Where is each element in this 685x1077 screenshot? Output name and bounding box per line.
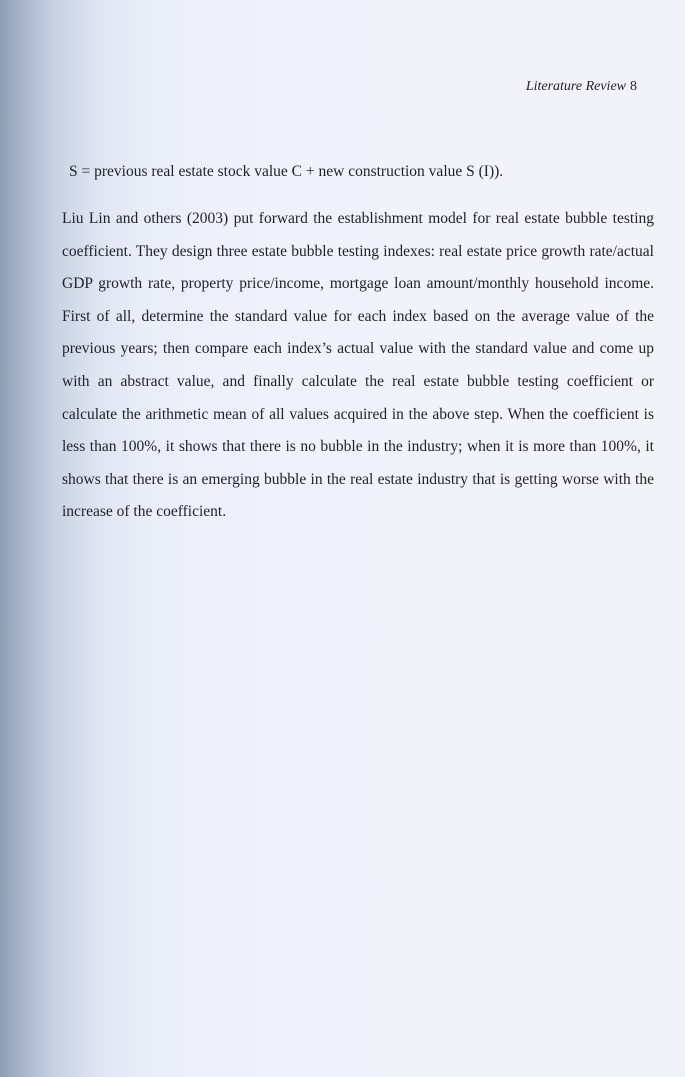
body-paragraph: Liu Lin and others (2003) put forward the establishment model for real estate bubble testing coefficient. They design three estate bubble testing indexes: real estate price growth rate/actual GDP growth rate, property price/income, mortgage loan amount/monthly household income. First of all, determine the standard value for each index based on the average value of the previous years; then compare each index’s actual value with the standard value and come up with an abstract value, and finally calculate the real estate bubble testing coefficient or calculate the arithmetic mean of all values acquired in the above step. When the coefficient is less than 100%, it shows that there is no bubble in the industry; when it is more than 100%, it shows that there is an emerging bubble in the real estate industry that is getting worse with the increase of the coefficient. [62, 210, 654, 521]
header-title: Literature Review [525, 79, 626, 94]
formula-line: S = previous real estate stock value C + new construction value S (I)). [69, 163, 504, 180]
page-number: 8 [630, 79, 637, 94]
running-header [526, 79, 637, 95]
